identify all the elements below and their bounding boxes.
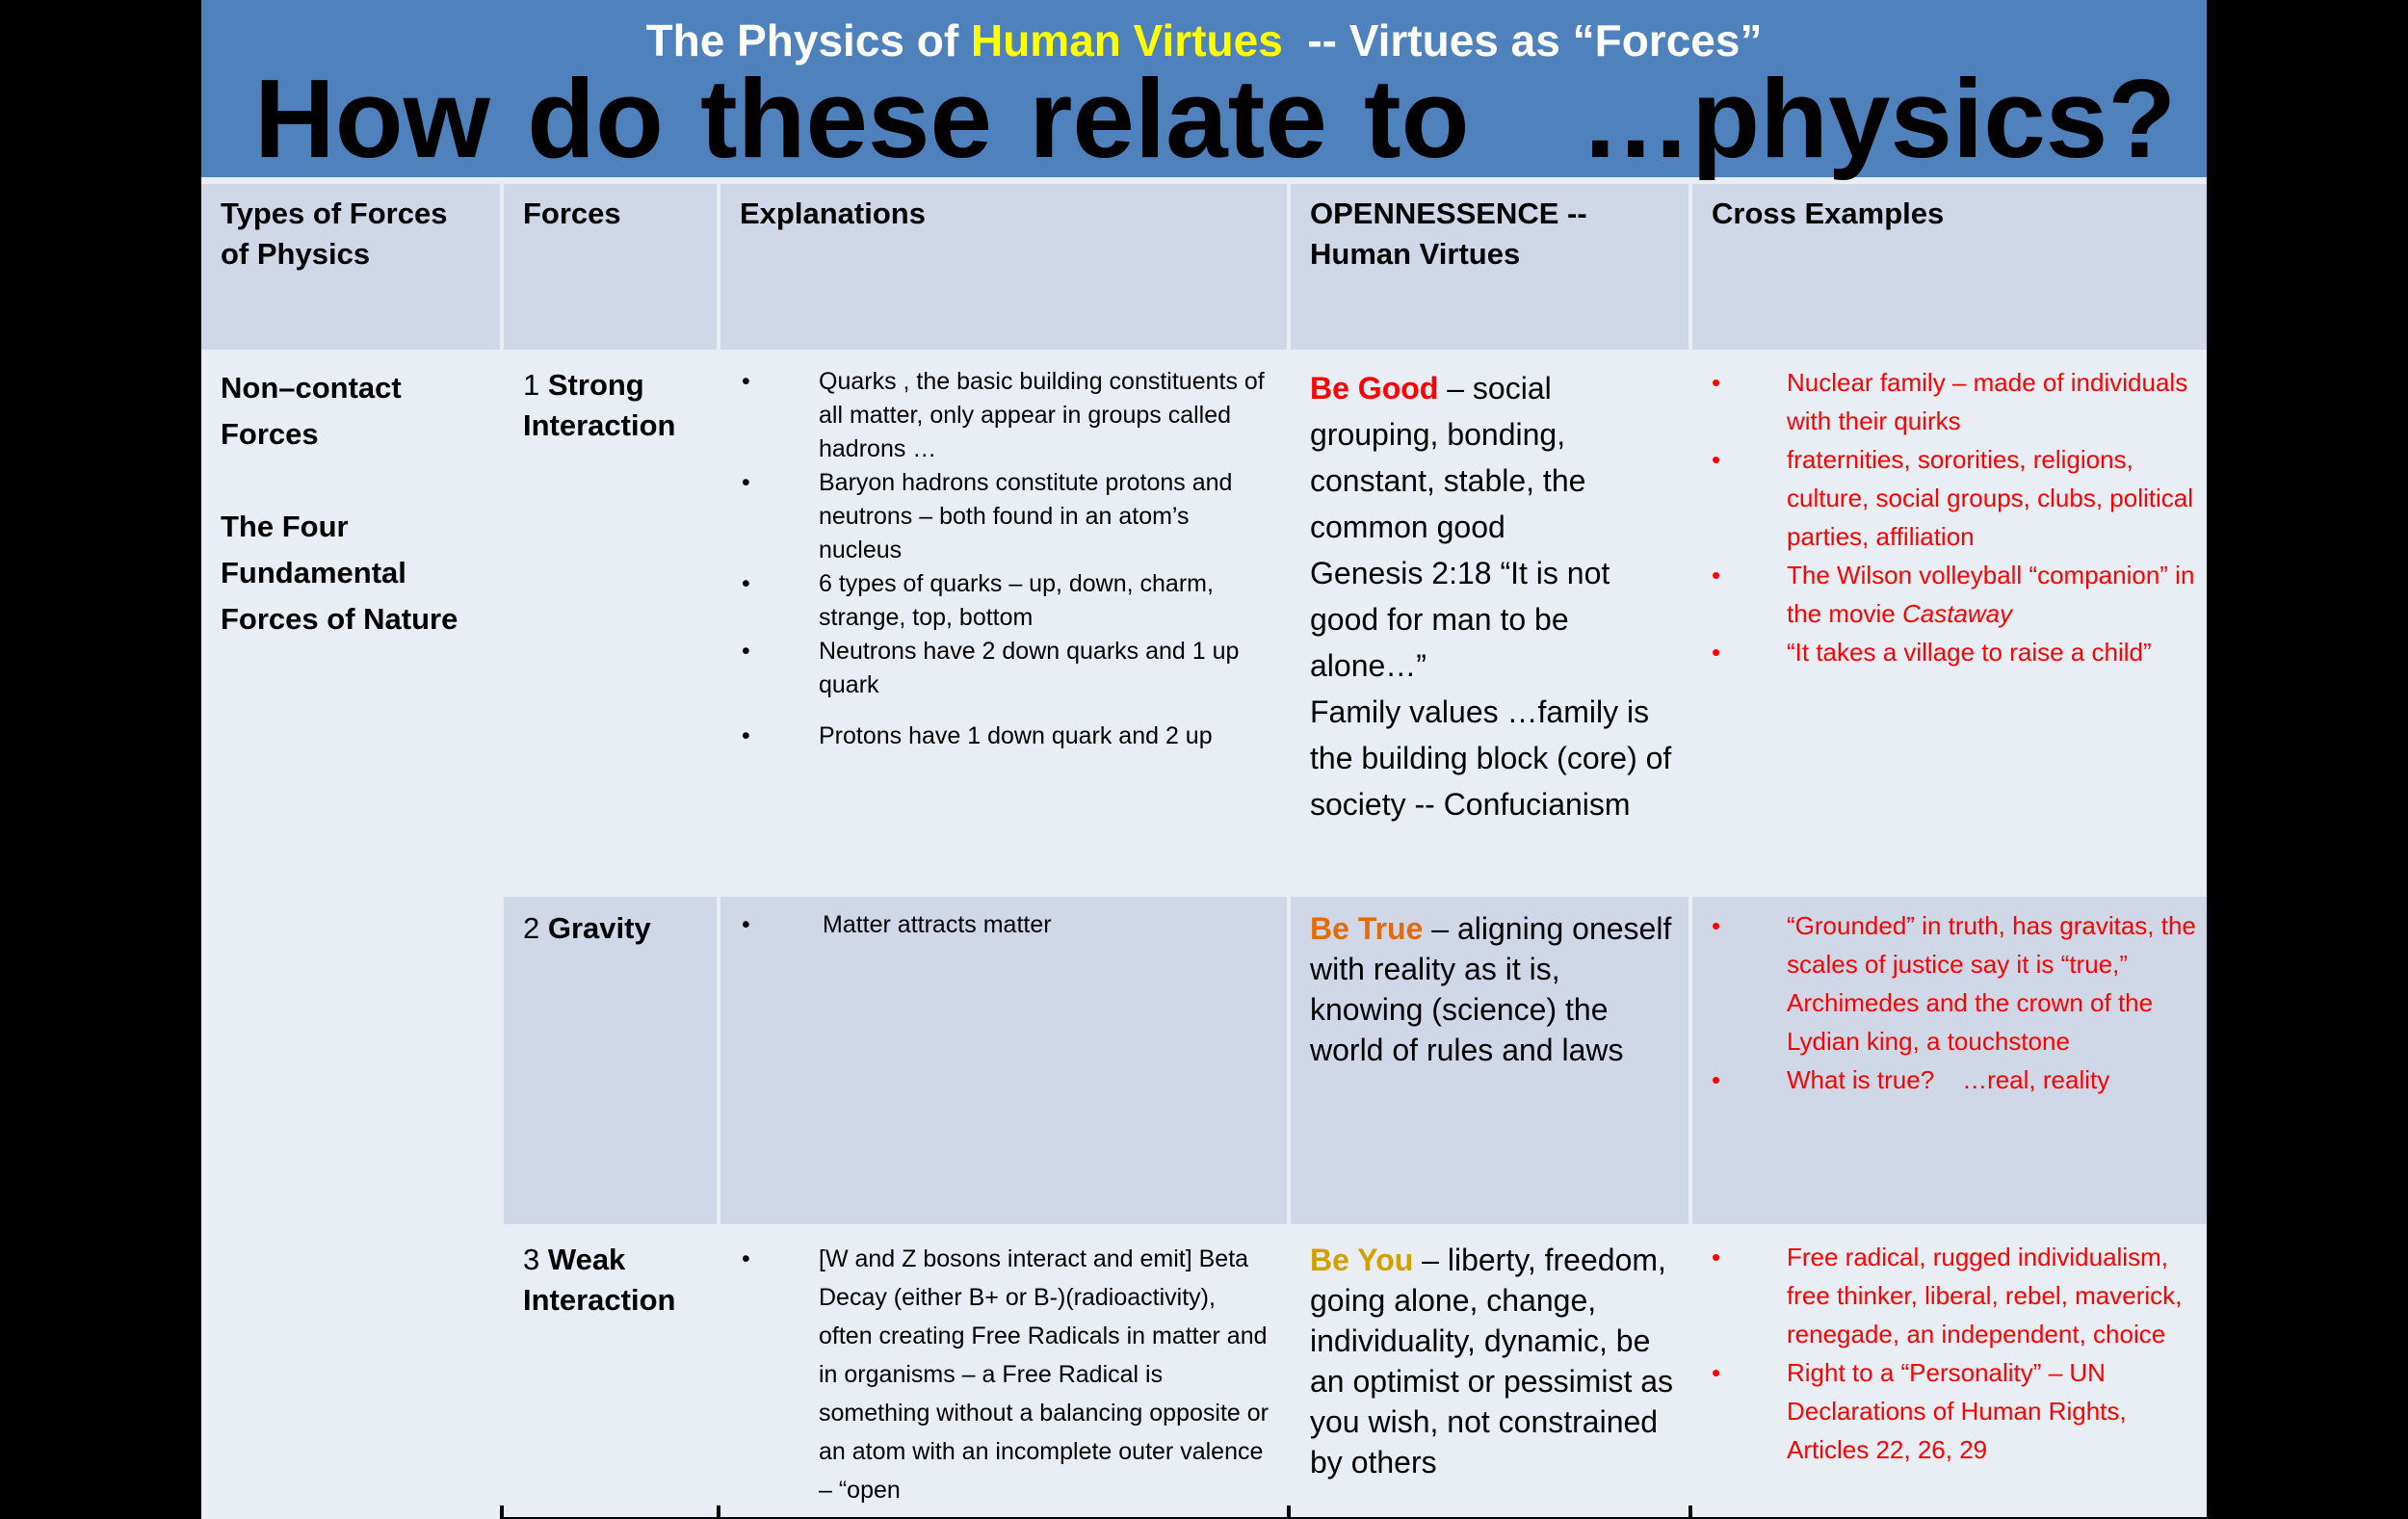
virtue-description: – aligning oneself with reality as it is, knowing (science) the world of rules and laws — [1310, 911, 1672, 1067]
list-item-text: 6 types of quarks – up, down, charm, strange, top, bottom — [819, 570, 1214, 631]
cross-list — [1712, 906, 2197, 1099]
virtue-name: Be You — [1310, 1243, 1414, 1277]
list-item-text: fraternities, sororities, religions, culture, social groups, clubs, political parties, affiliation — [1787, 445, 2193, 551]
force-label — [523, 1240, 707, 1321]
list-item-text: Free radical, rugged individualism, free thinker, liberal, rebel, maverick, renegade, an independent, choice — [1787, 1243, 2183, 1349]
list-item — [742, 720, 1269, 753]
bullet-icon: • — [742, 570, 750, 597]
list-item — [742, 567, 1269, 635]
virtue-cell-good — [1291, 354, 1688, 893]
force-label — [523, 365, 707, 446]
movie-title: Castaway — [1901, 599, 2013, 628]
list-item — [742, 635, 1269, 702]
title-text: How do these relate to …physics? — [254, 56, 2177, 181]
bullet-icon: • — [1712, 561, 1721, 589]
list-item-text: What is true? …real, reality — [1787, 1065, 2110, 1094]
explanations-list — [742, 365, 1269, 753]
header-cross — [1692, 184, 2207, 350]
explanations-list — [742, 1240, 1269, 1509]
list-item — [742, 908, 1269, 942]
list-item-text: Neutrons have 2 down quarks and 1 up quark — [819, 638, 1240, 698]
explanations-cell-strong — [720, 354, 1287, 893]
force-name: Weak Interaction — [523, 1243, 676, 1317]
list-item — [1712, 1061, 2197, 1099]
virtue-text-block — [1310, 365, 1677, 827]
force-cell-weak — [504, 1228, 717, 1517]
subtitle-post: -- Virtues as “Forces” — [1307, 15, 1763, 65]
list-item — [1712, 1353, 2197, 1469]
list-item — [1712, 906, 2197, 1061]
virtue-description: – social grouping, bonding, constant, stable, the common good — [1310, 371, 1586, 544]
subtitle-highlight: Human Virtues — [970, 15, 1283, 65]
force-label — [523, 908, 707, 949]
types-noncontact: Non–contact Forces — [221, 371, 402, 451]
list-item-text: Baryon hadrons constitute protons and neutrons – both found in an atom’s nucleus — [819, 469, 1233, 563]
bullet-icon: • — [742, 368, 750, 395]
header-forces — [504, 184, 717, 350]
list-item — [742, 466, 1269, 567]
title-smile: :) — [2234, 56, 2309, 181]
slide-title — [254, 56, 2309, 181]
bullet-icon: • — [1712, 638, 1721, 667]
force-number: 1 — [523, 368, 540, 402]
bullet-icon: • — [1712, 1243, 1721, 1271]
cross-list — [1712, 363, 2197, 671]
list-item-text: Right to a “Personality” – UN Declarations of Human Rights, Articles 22, 26, 29 — [1787, 1358, 2127, 1464]
cross-cell-you — [1692, 1228, 2207, 1517]
virtue-description: – liberty, freedom, going alone, change, individuality, dynamic, be an optimist or pessimist as you wish, not constrained by others — [1310, 1243, 1674, 1480]
list-item — [742, 1240, 1269, 1509]
bullet-icon: • — [742, 1245, 750, 1272]
types-four-forces: The Four Fundamental Forces of Nature — [221, 510, 458, 636]
list-item — [1712, 633, 2197, 671]
header-virtues — [1291, 184, 1688, 350]
virtue-name: Be True — [1310, 911, 1424, 946]
list-item — [1712, 363, 2197, 440]
header-cross-label: Cross Examples — [1712, 196, 1945, 230]
list-item-text: The Wilson volleyball “companion” in the movie — [1787, 561, 2195, 628]
virtue-cell-true — [1291, 897, 1688, 1224]
force-cell-gravity — [504, 897, 717, 1224]
bullet-icon: • — [742, 722, 750, 749]
header-explanations — [720, 184, 1287, 350]
list-item-text: Quarks , the basic building constituents of all matter, only appear in groups called hadrons … — [819, 368, 1265, 462]
list-item-text: “Grounded” in truth, has gravitas, the scales of justice say it is “true,” Archimedes and the crown of the Lydian king, a touchstone — [1787, 911, 2196, 1056]
cross-cell-good — [1692, 354, 2207, 893]
cross-list — [1712, 1238, 2197, 1469]
types-cell — [201, 354, 500, 1519]
bullet-icon: • — [742, 911, 750, 938]
list-item-text: Matter attracts matter — [823, 911, 1052, 938]
virtue-text-block — [1310, 1240, 1677, 1482]
virtue-text-block — [1310, 908, 1677, 1070]
list-item — [1712, 556, 2197, 633]
list-item-text: Nuclear family – made of individuals with their quirks — [1787, 368, 2188, 435]
virtue-genesis: Genesis 2:18 “It is not good for man to be alone…” — [1310, 556, 1610, 683]
bullet-icon: • — [1712, 445, 1721, 474]
bullet-icon: • — [1712, 911, 1721, 940]
subtitle-pre: The Physics of — [645, 15, 959, 65]
list-item-text: [W and Z bosons interact and emit] Beta Decay (either B+ or B-)(radioactivity), often creating Free Radicals in matter and in organisms – a Free Radical is something without a balancing opposite or an atom with an incomplete outer valence – “open — [819, 1245, 1269, 1504]
explanations-cell-weak — [720, 1228, 1287, 1517]
virtue-name: Be Good — [1310, 371, 1439, 406]
header-forces-label: Forces — [523, 196, 621, 230]
types-text — [221, 365, 490, 689]
slide-header — [201, 0, 2309, 181]
header-explanations-label: Explanations — [740, 196, 926, 230]
header-types — [201, 184, 500, 350]
explanations-cell-gravity — [720, 897, 1287, 1224]
virtue-family: Family values …family is the building block (core) of society -- Confucianism — [1310, 694, 1672, 822]
bullet-icon: • — [742, 638, 750, 665]
force-number: 3 — [523, 1243, 540, 1276]
force-name: Gravity — [547, 911, 651, 945]
header-types-label: Types of Forces of Physics — [221, 196, 448, 271]
bullet-icon: • — [742, 469, 750, 496]
list-item — [742, 365, 1269, 466]
header-virtues-label: OPENNESSENCE -- Human Virtues — [1310, 196, 1587, 271]
list-item — [1712, 1238, 2197, 1353]
list-item-text: “It takes a village to raise a child” — [1787, 638, 2152, 667]
bullet-icon: • — [1712, 1065, 1721, 1094]
cross-cell-true — [1692, 897, 2207, 1224]
explanations-list — [742, 908, 1269, 942]
bullet-icon: • — [1712, 1358, 1721, 1387]
list-item — [1712, 440, 2197, 556]
virtue-cell-you — [1291, 1228, 1688, 1517]
slide — [201, 0, 2309, 1506]
force-name: Strong Interaction — [523, 368, 676, 442]
force-cell-strong — [504, 354, 717, 893]
list-item-text: Protons have 1 down quark and 2 up — [819, 722, 1213, 749]
bullet-icon: • — [1712, 368, 1721, 397]
force-number: 2 — [523, 911, 540, 945]
